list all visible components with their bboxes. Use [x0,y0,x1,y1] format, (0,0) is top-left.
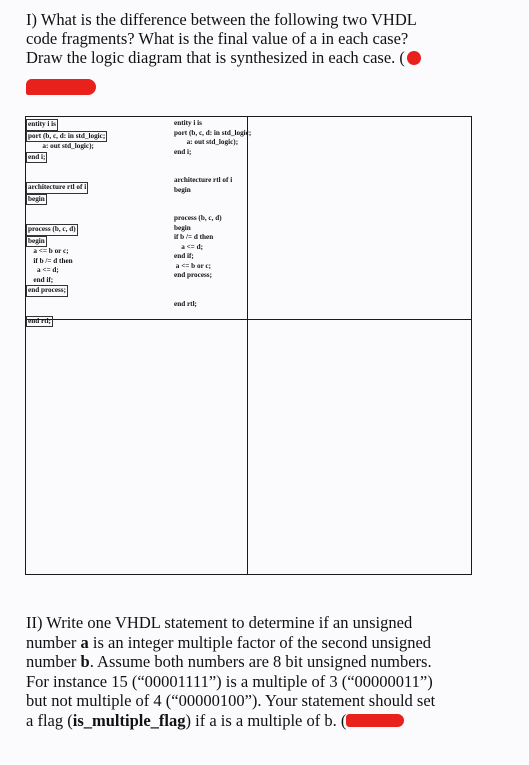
q2-line-3: number b. Assume both numbers are 8 bit unsigned numbers. [26,652,432,671]
code-line: end i; [174,147,192,156]
q2-flag-name: is_multiple_flag [72,710,186,730]
code-line: entity i is [174,119,202,127]
code-line: entity i is [28,120,56,128]
code-line: end rtl; [174,299,197,308]
code-line: begin [28,194,45,203]
code-line: a <= b or c; [175,261,212,270]
code-line: end if; [174,252,194,260]
code-line: a: out std_logic); [42,142,94,150]
code-line: a <= b or c; [33,247,69,255]
code-line: begin [174,223,191,232]
code-line: process (b, c, d) [174,214,222,222]
answer-table [25,116,472,575]
code-fragment-left [28,119,107,327]
code-line: end i; [28,152,46,161]
q2-line-5: but not multiple of 4 (“00000100”). Your statement should set [26,691,436,710]
q1-line-2: code fragments? What is the final value of a in each case? [26,29,409,48]
q2-var-b: b [80,652,90,671]
q2-line-4: For instance 15 (“00001111”) is a multiple of 3 (“00000011”) [26,671,433,691]
code-fragment-right [174,119,251,309]
q2-line-6: a flag (is_multiple_flag) if a is a multiple of b. ( [26,711,496,731]
code-line: port (b, c, d: in std_logic; [174,128,252,137]
redaction-mark [346,714,404,727]
q1-line-3 [26,48,506,67]
code-line: architecture rtl of i [28,183,87,191]
code-line: process (b, c, d) [28,225,76,233]
code-line: end rtl; [28,316,51,325]
code-line: end process; [174,271,213,279]
code-line: a: out std_logic); [186,138,239,146]
q1-line-1: I) What is the difference between the following two VHDL [26,10,417,29]
code-line: if b /= d then [174,233,214,241]
code-line: if b /= d then [33,256,73,265]
code-line: begin [174,185,191,194]
code-line: architecture rtl of i [174,176,233,184]
code-line: end if; [33,275,54,284]
q2-var-a: a [80,632,89,652]
code-line: a <= d; [36,266,59,274]
code-line: port (b, c, d: in std_logic; [28,131,106,140]
code-line: begin [28,236,45,245]
q2-line-2: number a is an integer multiple factor of the second unsigned [26,632,432,652]
question-2-text [26,613,496,730]
q2-line-1: II) Write one VHDL statement to determine if an unsigned [26,613,413,632]
redaction-mark [26,79,96,95]
question-1-text [26,10,506,67]
q1-line-3-text: Draw the logic diagram that is synthesized in each case. ( [26,48,405,67]
code-line: a <= d; [181,242,203,251]
redaction-mark [407,51,421,65]
code-line: end process; [28,286,67,294]
